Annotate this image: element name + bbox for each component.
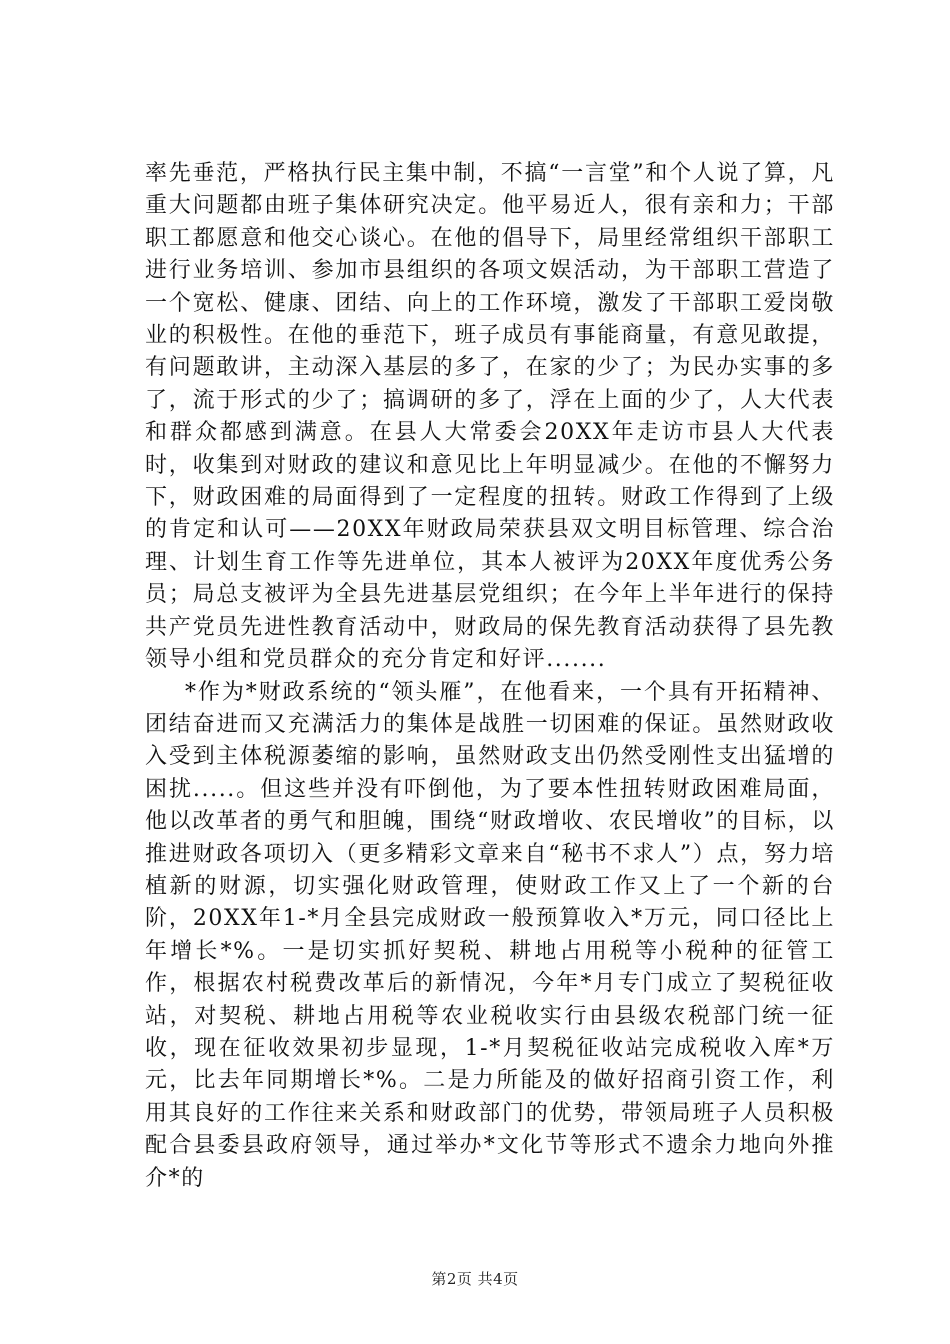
page-number: 第2页 共4页 xyxy=(431,1270,519,1288)
paragraph-continued: 率先垂范，严格执行民主集中制，不搞“一言堂”和个人说了算，凡重大问题都由班子集体研究决定。他平易近人，很有亲和力；干部职工都愿意和他交心谈心。在他的倡导下，局里经常组织干部职工进行业务培训、参加市县组织的各项文娱活动，为干部职工营造了一个宽松、健康、团结、向上的工作环境，激发了干部职工爱岗敬业的积极性。在他的垂范下，班子成员有事能商量，有意见敢提，有问题敢讲，主动深入基层的多了，在家的少了；为民办实事的多了，流于形式的少了；搞调研的多了，浮在上面的少了，人大代表和群众都感到满意。在县人大常委会20XX年走访市县人大代表时，收集到对财政的建议和意见比上年明显减少。在他的不懈努力下，财政困难的局面得到了一定程度的扭转。财政工作得到了上级的肯定和认可——20XX年财政局荣获县双文明目标管理、综合治理、计划生育工作等先进单位，其本人被评为20XX年度优秀公务员；局总支被评为全县先进基层党组织；在今年上半年进行的保持共产党员先进性教育活动中，财政局的保先教育活动获得了县先教领导小组和党员群众的充分肯定和好评....... xyxy=(145,161,835,673)
document-body xyxy=(145,158,835,1195)
paragraph-lead-goose: *作为*财政系统的“领头雁”，在他看来，一个具有开拓精神、团结奋进而又充满活力的集体是战胜一切困难的保证。虽然财政收入受到主体税源萎缩的影响，虽然财政支出仍然受刚性支出猛增的困扰.....。但这些并没有吓倒他，为了要本性扭转财政困难局面，他以改革者的勇气和胆魄，围绕“财政增收、农民增收”的目标，以推进财政各项切入（更多精彩文章来自“秘书不求人”）点，努力培植新的财源，切实强化财政管理，使财政工作又上了一个新的台阶，20XX年1-*月全县完成财政一般预算收入*万元，同口径比上年增长*%。一是切实抓好契税、耕地占用税等小税种的征管工作，根据农村税费改革后的新情况，今年*月专门成立了契税征收站，对契税、耕地占用税等农业税收实行由县级农税部门统一征收，现在征收效果初步显现，1-*月契税征收站完成税收入库*万元，比去年同期增长*%。二是力所能及的做好招商引资工作，利用其良好的工作往来关系和财政部门的优势，带领局班子人员积极配合县委县政府领导，通过举办*文化节等形式不遗余力地向外推介*的 xyxy=(145,679,835,1191)
